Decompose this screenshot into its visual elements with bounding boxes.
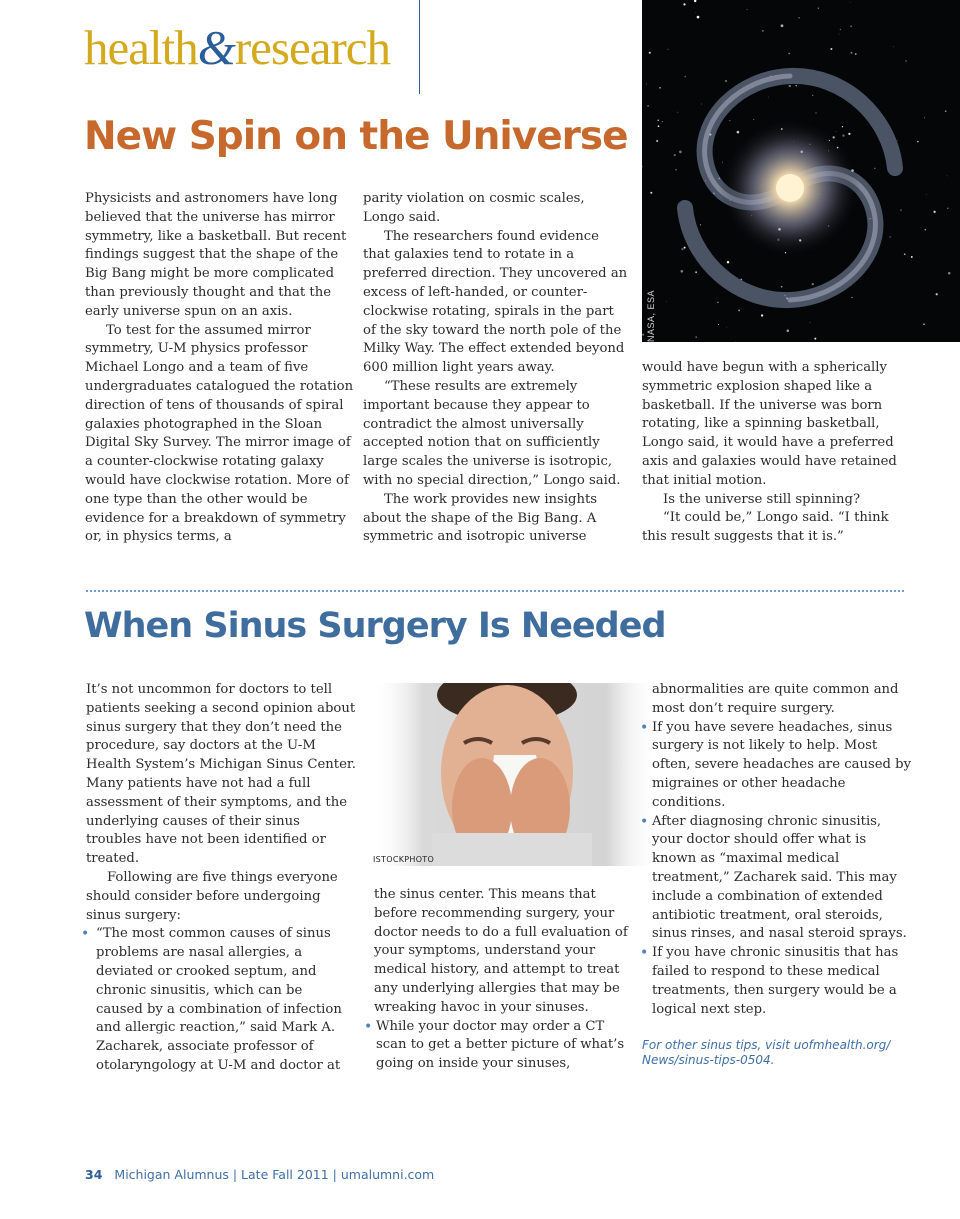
article2-column-2 [374, 886, 632, 1074]
section-header [84, 22, 390, 74]
paragraph: Following are five things everyone should consider before undergoing sinus surgery: [86, 869, 338, 923]
star [668, 49, 669, 50]
star [917, 141, 918, 142]
star [850, 2, 851, 3]
star [924, 117, 925, 118]
star [725, 80, 727, 82]
list-item: • If you have chronic sinusitis that has failed to respond to these medical treatments, then surgery would be a logical next step. [642, 944, 912, 1019]
star [781, 24, 784, 27]
list-item: • While your doctor may order a CT scan to get a better picture of what’s going on inside your sinuses, [366, 1018, 632, 1074]
star [681, 270, 684, 273]
star [836, 131, 837, 132]
star [737, 131, 740, 134]
star [926, 194, 927, 195]
star [842, 134, 844, 136]
star [656, 140, 658, 142]
star [795, 85, 796, 86]
star [646, 83, 647, 84]
star [697, 16, 700, 19]
tips-link-line-1[interactable]: For other sinus tips, visit uofmhealth.org/ [642, 1038, 891, 1052]
star [839, 34, 840, 35]
star [897, 141, 898, 142]
tips-list [642, 719, 912, 1020]
star [851, 297, 852, 298]
star [650, 192, 652, 194]
star [679, 151, 682, 154]
article1-column-1 [85, 190, 355, 547]
paragraph: It’s not uncommon for doctors to tell patients seeking a second opinion about sinus surgery that they don’t need the procedure, say doctors at the U-M Health System’s Michigan Sinus Center. Many patients have not had a full assessment of their symptoms, and the underlying causes of their sinus troubles have not been identified or treated. [86, 682, 356, 867]
star [911, 256, 913, 258]
paragraph: The work provides new insights about the shape of the Big Bang. A symmetric and isotropic universe [363, 491, 598, 545]
article1-column-2 [363, 190, 628, 547]
star [850, 52, 852, 54]
galaxy-photo [642, 0, 960, 342]
paragraph: “It could be,” Longo said. “I think this result suggests that it is.” [642, 510, 889, 545]
star [662, 121, 663, 122]
star [818, 8, 819, 9]
section-word-health: health [84, 20, 198, 75]
star [830, 48, 832, 50]
star [781, 286, 783, 288]
star [874, 168, 875, 169]
star [947, 176, 948, 177]
star [936, 293, 938, 295]
footer-text: Michigan Alumnus | Late Fall 2011 | umalumni.com [114, 1167, 435, 1182]
article2-column-1 [86, 681, 368, 1076]
paragraph: Is the universe still spinning? [663, 491, 861, 507]
star [816, 113, 817, 114]
star [814, 338, 816, 340]
star [787, 329, 790, 332]
paragraph: abnormalities are quite common and most don’t require surgery. [652, 682, 899, 716]
sneezing-man-photo [372, 683, 658, 866]
star [684, 247, 686, 249]
star [718, 324, 719, 325]
paragraph: the sinus center. This means that before recommending surgery, your doctor needs to do a full evaluation of your symptoms, understand your medical history, and attempt to treat any underlying allergies that may be wreaking havoc in your sinuses. [374, 887, 628, 1015]
star [674, 154, 676, 156]
paragraph: parity violation on cosmic scales, Longo said. [363, 191, 585, 225]
list-item: • If you have severe headaches, sinus surgery is not likely to help. Most often, severe headaches are caused by migraines or other headache conditions. [642, 719, 912, 813]
article1-column-3 [642, 359, 910, 547]
list-item: • “The most common causes of sinus problems are nasal allergies, a deviated or crooked septum, and chronic sinusitis, which can be caused by a combination of infection and allergic reaction,” said Mark A. Zacharek, associate professor of otolaryngology at U-M and doctor at [86, 925, 348, 1075]
galaxy-photo-credit: NASA, ESA [646, 290, 656, 343]
star [658, 125, 660, 127]
article-title-sinus: When Sinus Surgery Is Needed [84, 606, 666, 646]
star [659, 87, 661, 89]
star [855, 53, 857, 55]
star [642, 334, 644, 336]
star [683, 3, 685, 5]
star [925, 229, 926, 230]
section-word-research: research [234, 20, 391, 75]
star [675, 169, 677, 171]
star [666, 301, 667, 302]
star [850, 25, 852, 27]
star [893, 46, 894, 47]
star [726, 327, 727, 328]
star [948, 272, 951, 275]
star [658, 120, 659, 121]
star [761, 314, 763, 316]
star [768, 97, 769, 98]
tips-list [86, 925, 348, 1075]
star [900, 209, 902, 211]
star [762, 30, 764, 32]
paragraph: To test for the assumed mirror symmetry, U-M physics professor Michael Longo and a team of five undergraduates catalogued the rotation direction of tens of thousands of spiral galaxies photographed in the Sloan Digital Sky Survey. The mirror image of a counter-clockwise rotating galaxy would have clockwise rotation. More of one type than the other would be evidence for a breakdown of symmetry or, in physics terms, a [85, 322, 354, 545]
article-title-universe: New Spin on the Universe [84, 114, 628, 159]
sinus-tips-link[interactable] [642, 1038, 912, 1067]
star [701, 104, 702, 105]
star [729, 120, 730, 121]
article2-column-3 [652, 681, 912, 1019]
star [812, 283, 814, 285]
star [810, 322, 811, 323]
star [812, 95, 813, 96]
star [905, 60, 906, 61]
star [722, 162, 723, 163]
star [947, 208, 948, 209]
star [945, 110, 947, 112]
star [738, 309, 740, 311]
sinus-photo-credit: ISTOCKPHOTO [373, 855, 435, 864]
star [904, 253, 906, 255]
paragraph: The researchers found evidence that galaxies tend to rotate in a preferred direction. They uncovered an excess of left-handed, or counter-clockwise rotating, spirals in the part of the sky toward the north pole of the Milky Way. The effect extended beyond 600 million light years away. [363, 228, 628, 376]
star [695, 336, 697, 338]
header-rule [419, 0, 420, 94]
page-number: 34 [85, 1167, 103, 1182]
star [677, 112, 678, 113]
star [695, 271, 697, 273]
star [647, 105, 649, 107]
star [685, 76, 687, 78]
star [789, 85, 791, 87]
section-divider [86, 590, 904, 592]
paragraph: “These results are extremely important because they appear to contradict the almost universally accepted notion that on sufficiently large scales the universe is isotropic, with no special direction,” Longo said. [363, 378, 621, 488]
star [890, 236, 891, 237]
paragraph: would have begun with a spherically symmetric explosion shaped like a basketball. If the universe was born rotating, like a spinning basketball, Longo said, it would have a preferred axis and galaxies would have retained that initial motion. [642, 360, 897, 488]
star [842, 126, 843, 127]
star [933, 211, 935, 213]
star [735, 341, 736, 342]
tips-link-line-2[interactable]: News/sinus-tips-0504. [642, 1052, 775, 1067]
star [695, 12, 696, 13]
star [747, 9, 748, 10]
tips-list [366, 1018, 632, 1074]
star [700, 224, 701, 225]
paragraph: Physicists and astronomers have long believed that the universe has mirror symmetry, like a basketball. But recent findings suggest that the shape of the Big Bang might be more complicated than previously thought and that the early universe spun on an axis. [85, 191, 347, 319]
star [649, 52, 651, 54]
star [840, 29, 841, 30]
section-ampersand: & [197, 20, 235, 75]
page-footer [85, 1167, 434, 1182]
star [788, 53, 790, 55]
star [798, 17, 799, 18]
star [923, 323, 924, 324]
star [727, 261, 729, 263]
star [753, 119, 754, 120]
list-item: • After diagnosing chronic sinusitis, your doctor should offer what is known as “maximal medical treatment,” Zacharek said. This may include a combination of extended antibiotic treatment, oral steroids, sinus rinses, and nasal steroid sprays. [642, 813, 912, 945]
star [848, 133, 850, 135]
star [717, 302, 719, 304]
star [681, 248, 683, 250]
